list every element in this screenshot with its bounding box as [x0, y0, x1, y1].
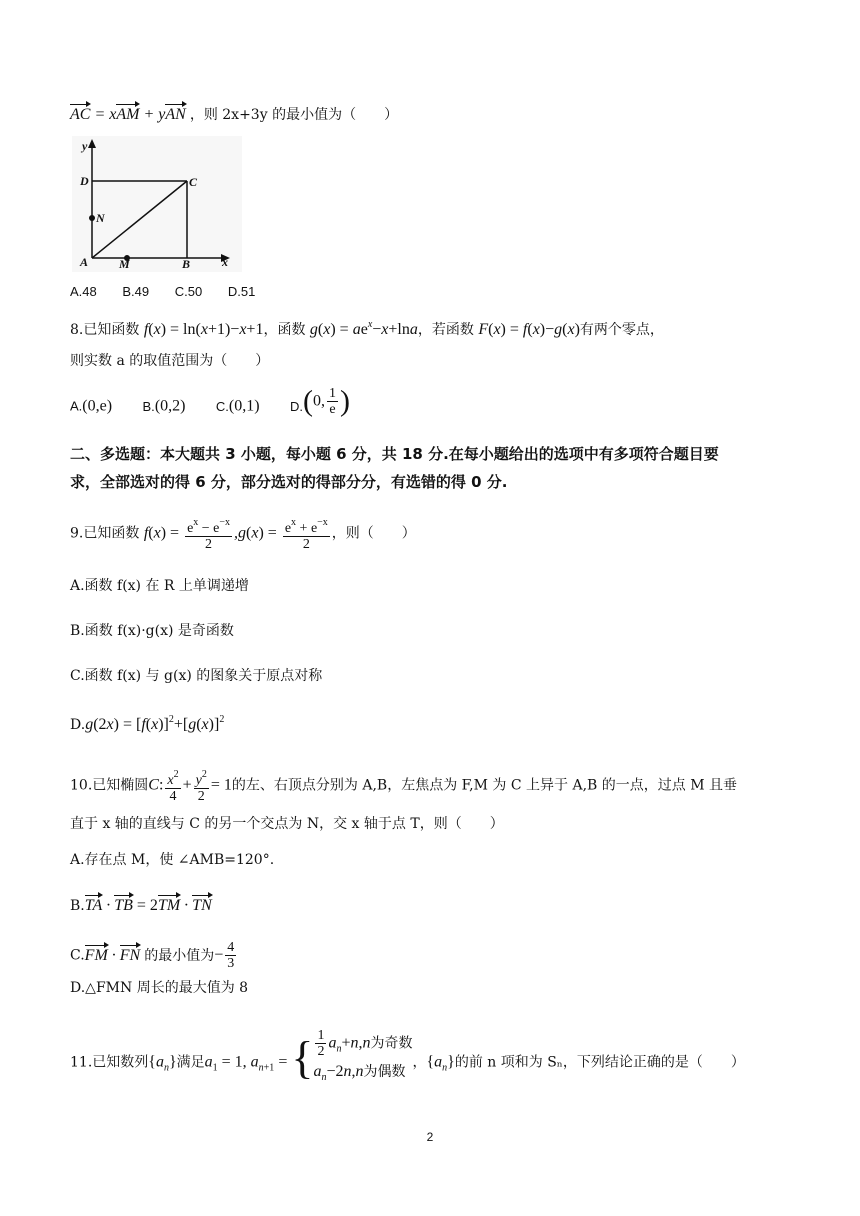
q11-piecewise: { $\frac{1}{2}$ $a_n+n,n$为奇数 $a_n-2n,n$为偶数	[291, 1028, 413, 1084]
q8-F-def: F(x) = f(x)−g(x)	[478, 321, 580, 338]
label-A: A	[80, 255, 89, 269]
q8-g-def: $g(x) = ae^x-x+\ln a$	[309, 319, 418, 338]
q10-line1: 10.已知椭圆C: $\frac{x^2}{4}$ + $\frac{y^2}{2}$ = 1的左、右顶点分别为 A,B，左焦点为 F,M 为 C 上异于 A,B 的一点，过点 M 且垂	[70, 769, 738, 804]
q9-stem: 9.已知函数 f(x) = $\frac{e^x - e^{-x}}{2}$ ,g(x) = $\frac{e^x + e^{-x}}{2}$ ，则（ ）	[70, 517, 416, 552]
q10-c-value: $\frac{4}{3}$	[227, 940, 235, 971]
q8-option-a-value: (0,e)	[82, 397, 113, 415]
q9-option-a: A.函数 f(x) 在 R 上单调递增	[70, 578, 249, 594]
q8-option-d-value: (0, $\frac{1}{e}$ )	[303, 384, 351, 418]
q7-figure	[72, 136, 242, 272]
q8-line2: 则实数 a 的取值范围为（ ）	[70, 353, 270, 369]
q9-option-c: C.函数 f(x) 与 g(x) 的图象关于原点对称	[70, 668, 323, 684]
q10-c-formula: FM · FN	[84, 946, 141, 964]
label-y: y	[82, 139, 88, 153]
q8-line1: 8.已知函数 f(x) = ln(x+1)−x+1，函数 $g(x) = ae^x-x+\ln a$，若函数 F(x) = f(x)−g(x)有两个零点，	[70, 319, 664, 338]
q9-f-frac: $\frac{e^x - e^{-x}}{2}$	[187, 517, 231, 552]
q10-option-a: A.存在点 M，使 ∠AMB=120°.	[70, 852, 275, 868]
label-B: B	[182, 257, 191, 271]
q9-option-d: $D.g(2x) = [f(x)]^2+[g(x)]^2$	[70, 714, 225, 733]
q9-d-formula: $g(2x) = [f(x)]^2+[g(x)]^2$	[85, 714, 225, 733]
q7-options	[70, 283, 255, 301]
label-M: M	[119, 257, 130, 271]
vector-equation: AC = xAM + yAN	[70, 106, 186, 123]
page-number: 2	[426, 1130, 434, 1144]
q7-option-b: B.49	[122, 284, 150, 299]
q7-option-a: A.48	[70, 284, 97, 299]
label-N: N	[96, 211, 105, 225]
q10-option-b: B.TA · TB = 2TM · TN	[70, 897, 212, 914]
q9-option-b: B.函数 f(x)·g(x) 是奇函数	[70, 623, 234, 639]
q7-option-c: C.50	[174, 284, 203, 299]
q10-b-formula: TA · TB = 2TM · TN	[84, 897, 212, 914]
q7-stem-text: ，则 2x+3y 的最小值为（ ）	[189, 107, 399, 123]
q11-stem: 11.已知数列$\{a_n\}$满足$a_1 = 1$, $a_{n+1}$ = { $\frac{1}{2}$ $a_n+n,n$为奇数 $a_n-2n,n$为偶数 ，$\{a_n\}$的前 n 项和为 Sₙ，下列结论正确的是（ ）	[70, 1036, 745, 1089]
section2-line1: 二、多选题：本大题共 3 小题，每小题 6 分，共 18 分.在每小题给出的选项中有多项符合题目要	[70, 445, 719, 463]
q9-f-def: f(x) =	[143, 524, 184, 542]
q10-option-d: D.△FMN 周长的最大值为 8	[70, 980, 249, 996]
q10-ellipse: C:	[148, 776, 164, 794]
q9-g-frac: $\frac{e^x + e^{-x}}{2}$	[284, 517, 328, 552]
q8-option-c-value: (0,1)	[228, 397, 260, 415]
label-D: D	[80, 174, 89, 188]
q10-line2: 直于 x 轴的直线与 C 的另一个交点为 N，交 x 轴于点 T，则（ ）	[70, 816, 504, 832]
q8-f-def: f(x) = ln(x+1)−x+1	[143, 321, 264, 338]
q10-option-c: C.FM · FN 的最小值为− $\frac{4}{3}$	[70, 940, 235, 971]
q8-options: A.(0,e) B.(0,2) C.(0,1) D.(0, $\frac{1}{e}$ )	[70, 384, 351, 418]
q8-option-b-value: (0,2)	[154, 397, 186, 415]
q7-stem	[70, 106, 398, 124]
section2-line2: 求，全部选对的得 6 分，部分选对的得部分分，有选错的得 0 分.	[70, 473, 508, 491]
label-C: C	[189, 175, 198, 189]
q7-option-d: D.51	[227, 284, 256, 299]
label-x: x	[222, 255, 228, 269]
